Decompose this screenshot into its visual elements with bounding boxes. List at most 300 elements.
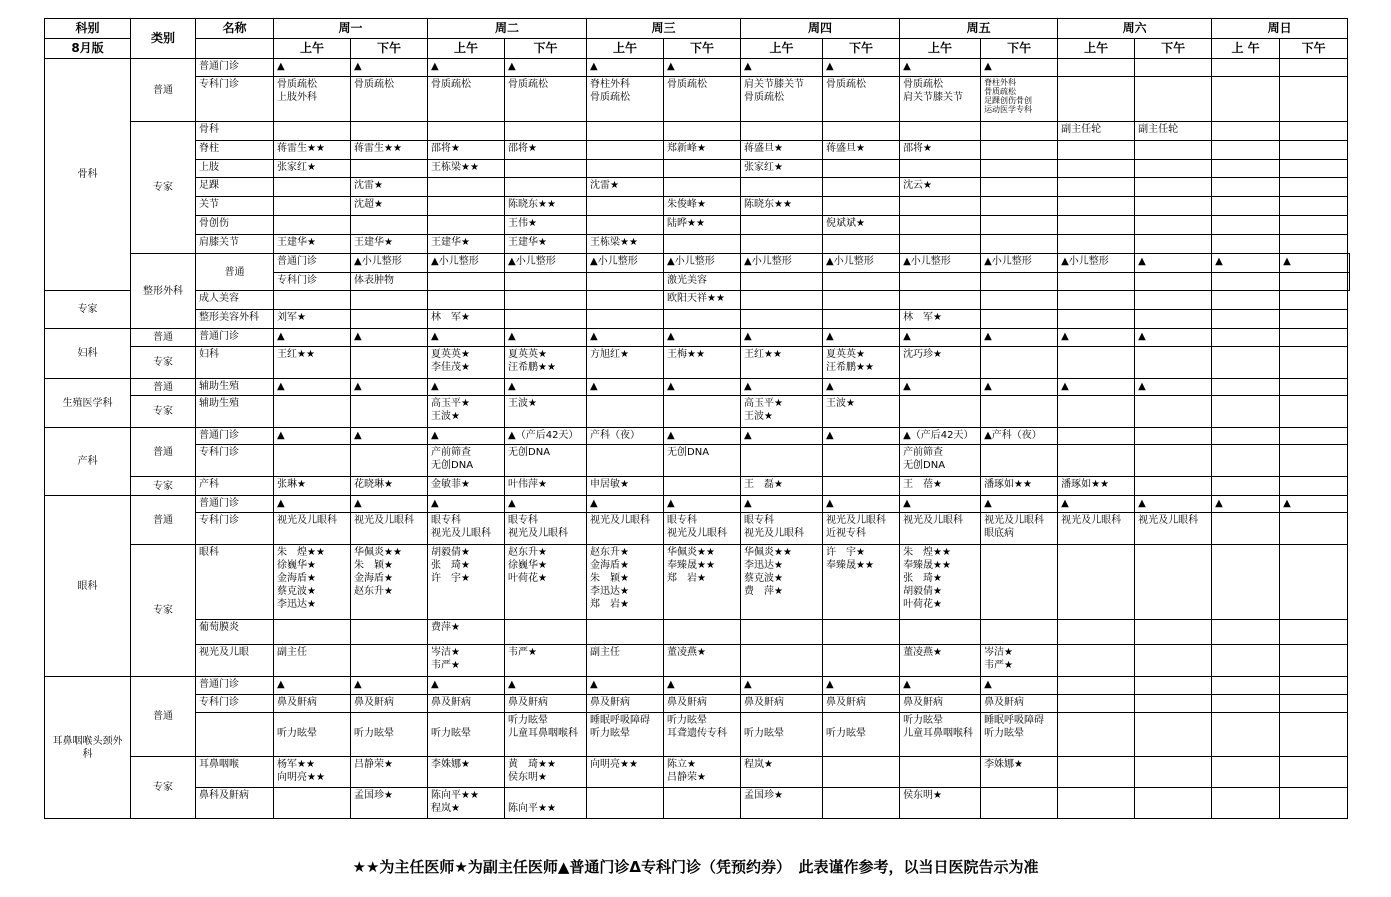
- slot-text: ▲: [744, 679, 752, 690]
- slot-cell: [1058, 695, 1135, 713]
- slot-cell: [823, 160, 900, 178]
- slot-text: 金海盾★: [354, 573, 393, 584]
- slot-text: [277, 714, 347, 727]
- slot-cell: [1135, 178, 1212, 197]
- slot-cell: [351, 347, 428, 379]
- slot-cell: [1212, 496, 1280, 513]
- slot-cell: [900, 513, 981, 545]
- header-thu-pm: 下午: [823, 39, 900, 59]
- schedule-row: [45, 788, 1350, 819]
- clinic-name-cell: 产科: [196, 477, 274, 496]
- header-category: 类别: [131, 19, 196, 59]
- slot-text: 视光及儿眼科: [431, 528, 492, 539]
- slot-text: 高玉平★: [744, 398, 784, 409]
- slot-text: 副主任轮: [1138, 124, 1179, 135]
- slot-text: 王伟★: [508, 218, 537, 229]
- slot-text: 李姝娜★: [984, 759, 1024, 770]
- slot-cell: [1212, 713, 1280, 757]
- slot-cell: [823, 428, 900, 445]
- slot-text: 董凌燕★: [667, 647, 706, 658]
- slot-cell: [1212, 477, 1280, 496]
- slot-text: 向明亮★★: [590, 759, 638, 770]
- slot-text: 听力眩晕: [826, 728, 867, 739]
- slot-text: 足踝创伤骨创: [984, 96, 1033, 105]
- slot-text: 鼻及鼾病: [354, 697, 394, 708]
- slot-text: 赵东升★: [508, 547, 547, 558]
- slot-text: ▲小儿整形: [826, 256, 874, 267]
- slot-cell: [1135, 329, 1212, 347]
- clinic-name-cell: 专科门诊: [196, 695, 274, 713]
- slot-cell: [1135, 396, 1212, 428]
- slot-text: ▲: [354, 679, 362, 690]
- slot-text: 脊柱外科: [590, 79, 631, 90]
- slot-cell: [274, 329, 351, 347]
- slot-cell: [1135, 235, 1212, 254]
- clinic-name-cell: 专科门诊: [196, 513, 274, 545]
- slot-text: ▲: [590, 498, 598, 509]
- slot-text: [826, 714, 896, 727]
- slot-cell: [428, 677, 505, 695]
- slot-cell: [664, 695, 741, 713]
- slot-cell: [587, 545, 664, 620]
- slot-cell: [505, 445, 587, 477]
- slot-cell: [1212, 513, 1280, 545]
- slot-cell: [587, 445, 664, 477]
- schedule-row: [45, 428, 1350, 445]
- schedule-row: [45, 141, 1350, 160]
- slot-cell: [664, 77, 741, 122]
- slot-text: ▲: [431, 498, 439, 509]
- slot-text: 陈立★: [667, 759, 696, 770]
- slot-text: 陈晓东★★: [508, 199, 556, 210]
- clinic-name-cell: 脊柱: [196, 141, 274, 160]
- dept-cell: 骨科: [45, 59, 131, 291]
- slot-cell: [505, 291, 587, 310]
- slot-text: 听力眩晕: [744, 728, 785, 739]
- category-cell: 专家: [131, 396, 196, 428]
- clinic-name-cell: 辅助生殖: [196, 379, 274, 396]
- slot-cell: [587, 310, 664, 329]
- slot-cell: [741, 197, 823, 216]
- slot-text: ▲小儿整形: [903, 256, 951, 267]
- header-tue: 周二: [428, 19, 587, 39]
- slot-cell: [1058, 347, 1135, 379]
- slot-cell: [351, 545, 428, 620]
- slot-text: 听力眩晕: [984, 728, 1025, 739]
- slot-cell: [1058, 713, 1135, 757]
- clinic-name-cell: [196, 713, 274, 757]
- slot-cell: [428, 235, 505, 254]
- category-cell: 专家: [45, 291, 131, 329]
- slot-cell: [823, 620, 900, 645]
- slot-cell: [900, 291, 981, 310]
- slot-cell: [664, 197, 741, 216]
- header-thu: 周四: [741, 19, 900, 39]
- slot-text: ▲（产后42天）: [903, 430, 974, 441]
- slot-cell: [900, 620, 981, 645]
- slot-cell: [428, 141, 505, 160]
- schedule-row: [45, 379, 1350, 396]
- slot-cell: [587, 396, 664, 428]
- slot-text: 鼻及鼾病: [903, 697, 944, 708]
- slot-cell: [1212, 396, 1280, 428]
- clinic-name-cell: 专科门诊: [274, 273, 351, 291]
- slot-cell: [1058, 379, 1135, 396]
- clinic-name-cell: 专科门诊: [196, 77, 274, 122]
- slot-text: ▲: [508, 381, 516, 392]
- slot-text: 副主任轮: [1061, 124, 1102, 135]
- slot-cell: [274, 620, 351, 645]
- slot-cell: [1280, 178, 1348, 197]
- clinic-name-cell: 普通门诊: [196, 329, 274, 347]
- slot-cell: [1058, 291, 1135, 310]
- slot-text: 汪希鹏★★: [508, 362, 556, 373]
- slot-cell: [274, 677, 351, 695]
- slot-cell: [741, 329, 823, 347]
- slot-cell: [274, 396, 351, 428]
- slot-text: ▲小儿整形: [984, 256, 1032, 267]
- slot-text: 朱 颖★: [590, 573, 629, 584]
- slot-cell: [664, 496, 741, 513]
- slot-text: ▲: [277, 679, 285, 690]
- slot-text: 儿童耳鼻咽喉科: [508, 728, 579, 739]
- slot-cell: [428, 178, 505, 197]
- slot-cell: [981, 273, 1058, 291]
- slot-text: 无创DNA: [667, 447, 710, 458]
- clinic-name-cell: 成人美容: [196, 291, 274, 310]
- slot-text: 骨质疏松: [903, 79, 944, 90]
- slot-cell: [664, 645, 741, 677]
- slot-cell: [1135, 695, 1212, 713]
- slot-cell: [900, 178, 981, 197]
- slot-text: 郑 岩★: [590, 599, 629, 610]
- slot-text: 黄 琦★★: [508, 759, 556, 770]
- slot-text: 骨质疏松: [277, 79, 317, 90]
- slot-cell: [1135, 77, 1212, 122]
- slot-cell: [981, 347, 1058, 379]
- slot-text: ▲: [1215, 256, 1223, 267]
- slot-cell: [741, 141, 823, 160]
- slot-cell: [1212, 445, 1280, 477]
- slot-cell: [428, 77, 505, 122]
- slot-text: 赵东升★: [590, 547, 629, 558]
- slot-text: 金海盾★: [277, 573, 316, 584]
- slot-cell: [587, 160, 664, 178]
- clinic-name-cell: 整形美容外科: [196, 310, 274, 329]
- slot-cell: [1135, 677, 1212, 695]
- slot-cell: [664, 329, 741, 347]
- slot-cell: [741, 178, 823, 197]
- slot-cell: [274, 713, 351, 757]
- slot-text: 金敏菲★: [431, 479, 470, 490]
- slot-cell: [1135, 645, 1212, 677]
- slot-cell: [981, 216, 1058, 235]
- schedule-row: [45, 620, 1350, 645]
- slot-cell: [981, 77, 1058, 122]
- slot-cell: [823, 513, 900, 545]
- slot-cell: [351, 310, 428, 329]
- slot-cell: [1212, 428, 1280, 445]
- slot-text: 陈向平★★: [431, 790, 479, 801]
- slot-cell: [1212, 254, 1280, 273]
- slot-text: ▲: [1061, 381, 1069, 392]
- slot-text: 向明亮★★: [277, 772, 325, 783]
- slot-cell: [428, 291, 505, 310]
- slot-text: 张 琦★: [903, 573, 943, 584]
- slot-text: 王波★: [744, 411, 774, 422]
- slot-cell: [664, 445, 741, 477]
- slot-cell: [428, 347, 505, 379]
- slot-text: 张琳★: [277, 479, 306, 490]
- slot-cell: [505, 59, 587, 77]
- slot-text: ▲小儿整形: [744, 256, 792, 267]
- slot-text: 王 磊★: [744, 479, 784, 490]
- slot-cell: [664, 396, 741, 428]
- slot-text: 胡毅倩★: [431, 547, 470, 558]
- slot-cell: [1058, 235, 1135, 254]
- clinic-name-cell: 辅助生殖: [196, 396, 274, 428]
- slot-text: 倪斌斌★: [826, 218, 866, 229]
- slot-text: 听力眩晕: [590, 728, 631, 739]
- slot-cell: [1212, 273, 1280, 291]
- slot-cell: [1135, 197, 1212, 216]
- slot-cell: [274, 59, 351, 77]
- slot-cell: [587, 254, 664, 273]
- slot-cell: [900, 310, 981, 329]
- category-cell: 普通: [131, 379, 196, 396]
- slot-cell: [981, 310, 1058, 329]
- slot-text: 朱 煌★★: [277, 547, 325, 558]
- slot-text: ▲: [508, 498, 516, 509]
- slot-text: ▲: [431, 430, 439, 441]
- slot-cell: [981, 122, 1058, 141]
- slot-cell: [351, 788, 428, 819]
- slot-cell: [741, 347, 823, 379]
- slot-text: ▲: [277, 61, 285, 72]
- slot-text: 沈雷★: [590, 180, 619, 191]
- slot-text: 视光及儿眼科: [1138, 515, 1199, 526]
- slot-text: 王建华★: [431, 237, 470, 248]
- slot-cell: [1212, 620, 1280, 645]
- slot-cell: [664, 788, 741, 819]
- slot-text: ▲小儿整形: [590, 256, 638, 267]
- schedule-row: [45, 216, 1350, 235]
- slot-cell: [741, 645, 823, 677]
- slot-cell: [505, 197, 587, 216]
- slot-cell: [664, 160, 741, 178]
- slot-cell: [1280, 620, 1348, 645]
- slot-cell: [587, 197, 664, 216]
- slot-cell: [900, 122, 981, 141]
- slot-cell: [823, 329, 900, 347]
- slot-cell: [587, 496, 664, 513]
- slot-cell: [981, 428, 1058, 445]
- header-sat: 周六: [1058, 19, 1212, 39]
- clinic-name-cell: 眼科: [196, 545, 274, 620]
- slot-cell: [900, 788, 981, 819]
- slot-text: ▲: [354, 331, 362, 342]
- slot-cell: [823, 235, 900, 254]
- slot-cell: [351, 645, 428, 677]
- slot-cell: [1212, 160, 1280, 178]
- slot-cell: [351, 445, 428, 477]
- schedule-row: [45, 235, 1350, 254]
- slot-text: 眼专科: [508, 515, 539, 526]
- slot-cell: [1135, 757, 1212, 788]
- slot-text: 夏英英★: [431, 349, 470, 360]
- slot-cell: [1135, 496, 1212, 513]
- slot-cell: [505, 477, 587, 496]
- slot-cell: [823, 291, 900, 310]
- slot-text: ▲: [1215, 498, 1223, 509]
- schedule-row: [45, 59, 1350, 77]
- slot-cell: [505, 329, 587, 347]
- slot-text: 董凌燕★: [903, 647, 943, 658]
- slot-text: 夏英英★: [508, 349, 547, 360]
- slot-text: 眼专科: [744, 515, 775, 526]
- slot-text: ▲: [1138, 498, 1146, 509]
- slot-cell: [1135, 545, 1212, 620]
- slot-text: 潘琢如★★: [1061, 479, 1110, 490]
- slot-text: 朱 颖★: [354, 560, 393, 571]
- slot-cell: [351, 216, 428, 235]
- schedule-table: [44, 18, 1350, 819]
- category-cell: 普通: [131, 59, 196, 122]
- slot-cell: [981, 160, 1058, 178]
- slot-cell: [823, 59, 900, 77]
- slot-text: 无创DNA: [431, 460, 474, 471]
- slot-cell: [741, 396, 823, 428]
- slot-cell: [274, 788, 351, 819]
- slot-cell: [900, 273, 981, 291]
- slot-cell: [1135, 310, 1212, 329]
- slot-cell: [1135, 477, 1212, 496]
- slot-text: ▲: [984, 61, 992, 72]
- schedule-row: [45, 77, 1350, 122]
- schedule-row: [45, 160, 1350, 178]
- slot-cell: [1058, 160, 1135, 178]
- clinic-name-cell: 普通门诊: [274, 254, 351, 273]
- slot-cell: [274, 310, 351, 329]
- slot-text: 奉臻晟★★: [826, 560, 874, 571]
- slot-cell: [823, 379, 900, 396]
- slot-cell: [823, 757, 900, 788]
- slot-cell: [981, 235, 1058, 254]
- slot-cell: [1135, 254, 1212, 273]
- category-cell: 专家: [131, 347, 196, 379]
- slot-text: ▲: [1138, 256, 1146, 267]
- slot-cell: [1135, 141, 1212, 160]
- slot-cell: [823, 197, 900, 216]
- slot-text: ▲: [903, 679, 911, 690]
- header-version: 8月版: [45, 39, 131, 59]
- slot-text: 郑 岩★: [667, 573, 706, 584]
- schedule-row: [45, 291, 1350, 310]
- slot-cell: [981, 496, 1058, 513]
- header-wed-pm: 下午: [664, 39, 741, 59]
- category-cell: 专家: [131, 122, 196, 254]
- header-sat-am: 上午: [1058, 39, 1135, 59]
- slot-text: 王红★★: [277, 349, 315, 360]
- slot-text: ▲: [667, 498, 675, 509]
- slot-cell: [587, 235, 664, 254]
- clinic-name-cell: 普通门诊: [196, 59, 274, 77]
- slot-cell: [664, 235, 741, 254]
- slot-cell: [351, 757, 428, 788]
- slot-cell: [1280, 235, 1348, 254]
- slot-text: ▲: [826, 331, 834, 342]
- slot-text: 产科（夜）: [590, 430, 641, 441]
- slot-text: 儿童耳鼻咽喉科: [903, 728, 974, 739]
- slot-text: 产前筛查: [903, 447, 944, 458]
- schedule-row: [45, 496, 1350, 513]
- slot-text: 鼻及鼾病: [431, 697, 472, 708]
- slot-cell: [741, 379, 823, 396]
- slot-cell: [274, 77, 351, 122]
- slot-text: ▲小儿整形: [1061, 256, 1109, 267]
- slot-cell: [1135, 513, 1212, 545]
- slot-text: 眼专科: [667, 515, 698, 526]
- slot-cell: [1058, 273, 1135, 291]
- slot-text: ▲产科（夜）: [984, 430, 1042, 441]
- slot-cell: [428, 713, 505, 757]
- slot-cell: [587, 788, 664, 819]
- slot-cell: [1212, 329, 1280, 347]
- slot-cell: [1212, 645, 1280, 677]
- slot-text: 张家红★: [277, 162, 316, 173]
- slot-cell: [1280, 347, 1348, 379]
- slot-cell: [741, 254, 823, 273]
- slot-text: 朱俊峰★: [667, 199, 706, 210]
- slot-cell: [741, 160, 823, 178]
- slot-cell: [274, 347, 351, 379]
- slot-cell: [1280, 77, 1348, 122]
- slot-cell: [505, 310, 587, 329]
- slot-cell: [428, 445, 505, 477]
- slot-text: ▲: [277, 498, 285, 509]
- slot-cell: [741, 310, 823, 329]
- slot-cell: [1280, 273, 1348, 291]
- slot-cell: [741, 713, 823, 757]
- slot-cell: [900, 477, 981, 496]
- slot-cell: [351, 178, 428, 197]
- slot-cell: [823, 695, 900, 713]
- slot-cell: [741, 677, 823, 695]
- slot-cell: [1058, 310, 1135, 329]
- slot-text: 韦严★: [984, 660, 1014, 671]
- slot-cell: [664, 713, 741, 757]
- slot-cell: [274, 160, 351, 178]
- slot-cell: [1058, 216, 1135, 235]
- slot-cell: [1212, 347, 1280, 379]
- slot-cell: [900, 757, 981, 788]
- slot-text: ▲: [354, 430, 362, 441]
- slot-cell: [1280, 122, 1348, 141]
- slot-cell: [1058, 788, 1135, 819]
- slot-cell: [1212, 197, 1280, 216]
- slot-cell: [900, 695, 981, 713]
- header-wed-am: 上午: [587, 39, 664, 59]
- slot-cell: [1212, 677, 1280, 695]
- slot-text: 王波★: [508, 398, 537, 409]
- slot-cell: [351, 235, 428, 254]
- slot-text: ▲: [590, 381, 598, 392]
- slot-cell: [587, 620, 664, 645]
- slot-cell: [587, 347, 664, 379]
- slot-cell: [505, 757, 587, 788]
- slot-cell: [664, 428, 741, 445]
- slot-cell: [1280, 513, 1348, 545]
